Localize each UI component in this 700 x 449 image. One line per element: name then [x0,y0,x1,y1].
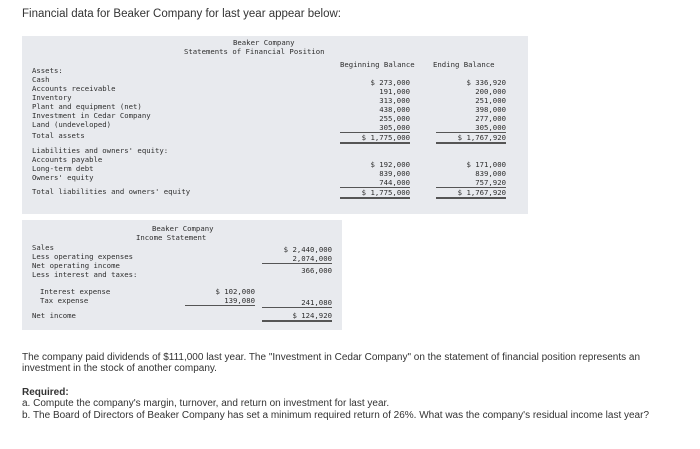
begin-value: $ 273,000 [370,78,410,87]
row-label: Cash [32,75,50,84]
tax-label: Tax expense [40,296,89,305]
row-label: Owners' equity [32,173,94,182]
row-label: Land (undeveloped) [32,120,112,129]
requirement-b: b. The Board of Directors of Beaker Company has set a minimum required return of 26%. What was the company's residual income last year? [22,410,650,421]
begin-value: $ 192,000 [370,160,410,169]
begin-total-assets: $ 1,775,000 [340,133,410,144]
row-label: Long-term debt [32,164,94,173]
interest-taxes-label: Less interest and taxes: [32,270,138,279]
begin-value: 255,000 [379,114,410,123]
interest-value: $ 102,000 [215,287,255,296]
noi-label: Net operating income [32,261,120,270]
opex-value: 2,074,000 [262,254,332,264]
total-liabilities-label: Total liabilities and owners' equity [32,187,191,196]
row-label: Inventory [32,93,72,102]
row-label: Accounts receivable [32,84,116,93]
end-value: 277,000 [475,114,506,123]
net-income-value: $ 124,920 [262,311,332,322]
end-value: $ 336,920 [466,78,506,87]
begin-value: 191,000 [379,87,410,96]
end-value: 305,000 [436,123,506,133]
end-value: 251,000 [475,96,506,105]
is-company: Beaker Company [152,224,214,233]
interest-label: Interest expense [40,287,111,296]
begin-value: 313,000 [379,96,410,105]
problem-description: The company paid dividends of $111,000 last year. The "Investment in Cedar Company" on the statement of financial position represents an investment in the stock of another company. [22,352,641,374]
sales-value: $ 2,440,000 [283,245,332,254]
begin-value: 438,000 [379,105,410,114]
noi-value: 366,000 [301,266,332,275]
end-value: 398,000 [475,105,506,114]
is-title: Income Statement [136,233,207,242]
begin-total-liabilities: $ 1,775,000 [340,188,410,199]
sfp-title: Statements of Financial Position [184,47,325,56]
col-ending-header: Ending Balance [433,60,495,69]
total-assets-label: Total assets [32,131,85,140]
row-label: Investment in Cedar Company [32,111,151,120]
assets-heading: Assets: [32,66,63,75]
tax-value: 139,080 [185,296,255,306]
begin-value: 305,000 [340,123,410,133]
net-income-label: Net income [32,311,76,320]
liabilities-heading: Liabilities and owners' equity: [32,146,169,155]
begin-value: 744,000 [340,178,410,188]
end-total-liabilities: $ 1,767,920 [436,188,506,199]
opex-label: Less operating expenses [32,252,134,261]
end-total-assets: $ 1,767,920 [436,133,506,144]
begin-value: 839,000 [379,169,410,178]
row-label: Accounts payable [32,155,103,164]
requirement-a: a. Compute the company's margin, turnover, and return on investment for last year. [22,398,390,409]
sfp-company: Beaker Company [233,38,295,47]
intro-text: Financial data for Beaker Company for last year appear below: [22,8,341,20]
end-value: 200,000 [475,87,506,96]
col-beginning-header: Beginning Balance [340,60,415,69]
end-value: 757,920 [436,178,506,188]
required-heading: Required: [22,387,69,398]
sales-label: Sales [32,243,54,252]
end-value: 839,000 [475,169,506,178]
end-value: $ 171,000 [466,160,506,169]
row-label: Plant and equipment (net) [32,102,142,111]
taxes-total-value: 241,080 [262,298,332,308]
